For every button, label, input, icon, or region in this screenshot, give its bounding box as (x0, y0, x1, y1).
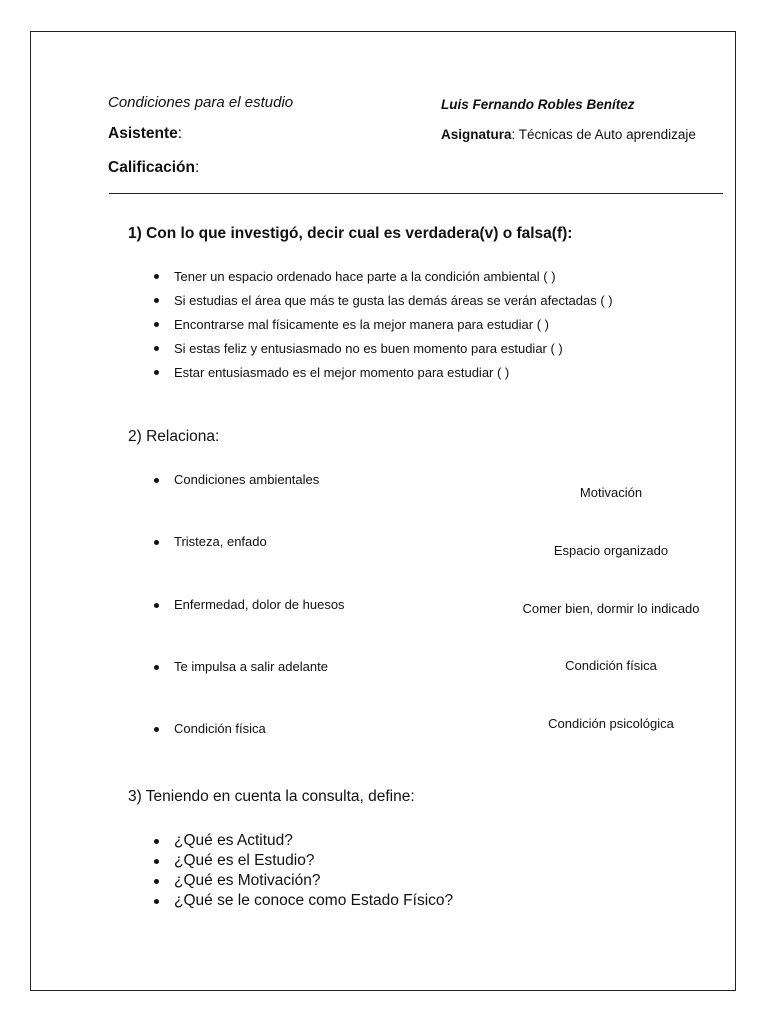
calificacion-colon: : (195, 159, 200, 176)
relate-right-item: Condición psicológica (548, 716, 674, 731)
author-name: Luis Fernando Robles Benítez (441, 97, 635, 112)
list-item: Estar entusiasmado es el mejor momento para estudiar ( ) (151, 364, 661, 381)
list-item: ¿Qué es el Estudio? (151, 851, 651, 871)
list-item: Si estudias el área que más te gusta las demás áreas se verán afectadas ( ) (151, 292, 661, 309)
asistente-field (108, 125, 182, 143)
relate-right-item: Condición física (565, 658, 657, 673)
calificacion-label: Calificación (108, 159, 195, 176)
section2-heading: 2) Relaciona: (128, 428, 220, 445)
document-title: Condiciones para el estudio (108, 94, 294, 111)
asignatura-label: Asignatura (441, 127, 512, 142)
section3-heading: 3) Teniendo en cuenta la consulta, define: (128, 788, 415, 805)
definitions-list (151, 831, 651, 911)
relate-right-item: Motivación (579, 485, 643, 500)
relate-left-item: Enfermedad, dolor de huesos (151, 597, 345, 612)
relate-right-item: Comer bien, dormir lo indicado (522, 601, 700, 616)
list-item: Encontrarse mal físicamente es la mejor manera para estudiar ( ) (151, 316, 661, 333)
asistente-colon: : (177, 125, 183, 142)
relate-left-item: Te impulsa a salir adelante (151, 659, 328, 674)
list-item: ¿Qué es Motivación? (151, 871, 651, 891)
asignatura-field (441, 127, 696, 142)
list-item: ¿Qué se le conoce como Estado Físico? (151, 891, 651, 911)
asistente-label: Asistente (108, 125, 178, 142)
list-item: ¿Qué es Actitud? (151, 831, 651, 851)
relate-right-item: Espacio organizado (553, 543, 669, 558)
true-false-list (151, 268, 661, 388)
relate-left-item: Condición física (151, 721, 266, 736)
section1-heading: 1) Con lo que investigó, decir cual es verdadera(v) o falsa(f): (128, 225, 573, 242)
worksheet-page (30, 31, 736, 991)
calificacion-field (108, 159, 199, 177)
relate-left-item: Tristeza, enfado (151, 534, 267, 549)
list-item: Si estas feliz y entusiasmado no es buen momento para estudiar ( ) (151, 340, 661, 357)
relate-left-item: Condiciones ambientales (151, 472, 319, 487)
header-divider (109, 193, 723, 194)
list-item: Tener un espacio ordenado hace parte a la condición ambiental ( ) (151, 268, 661, 285)
asignatura-value: : Técnicas de Auto aprendizaje (511, 127, 696, 142)
